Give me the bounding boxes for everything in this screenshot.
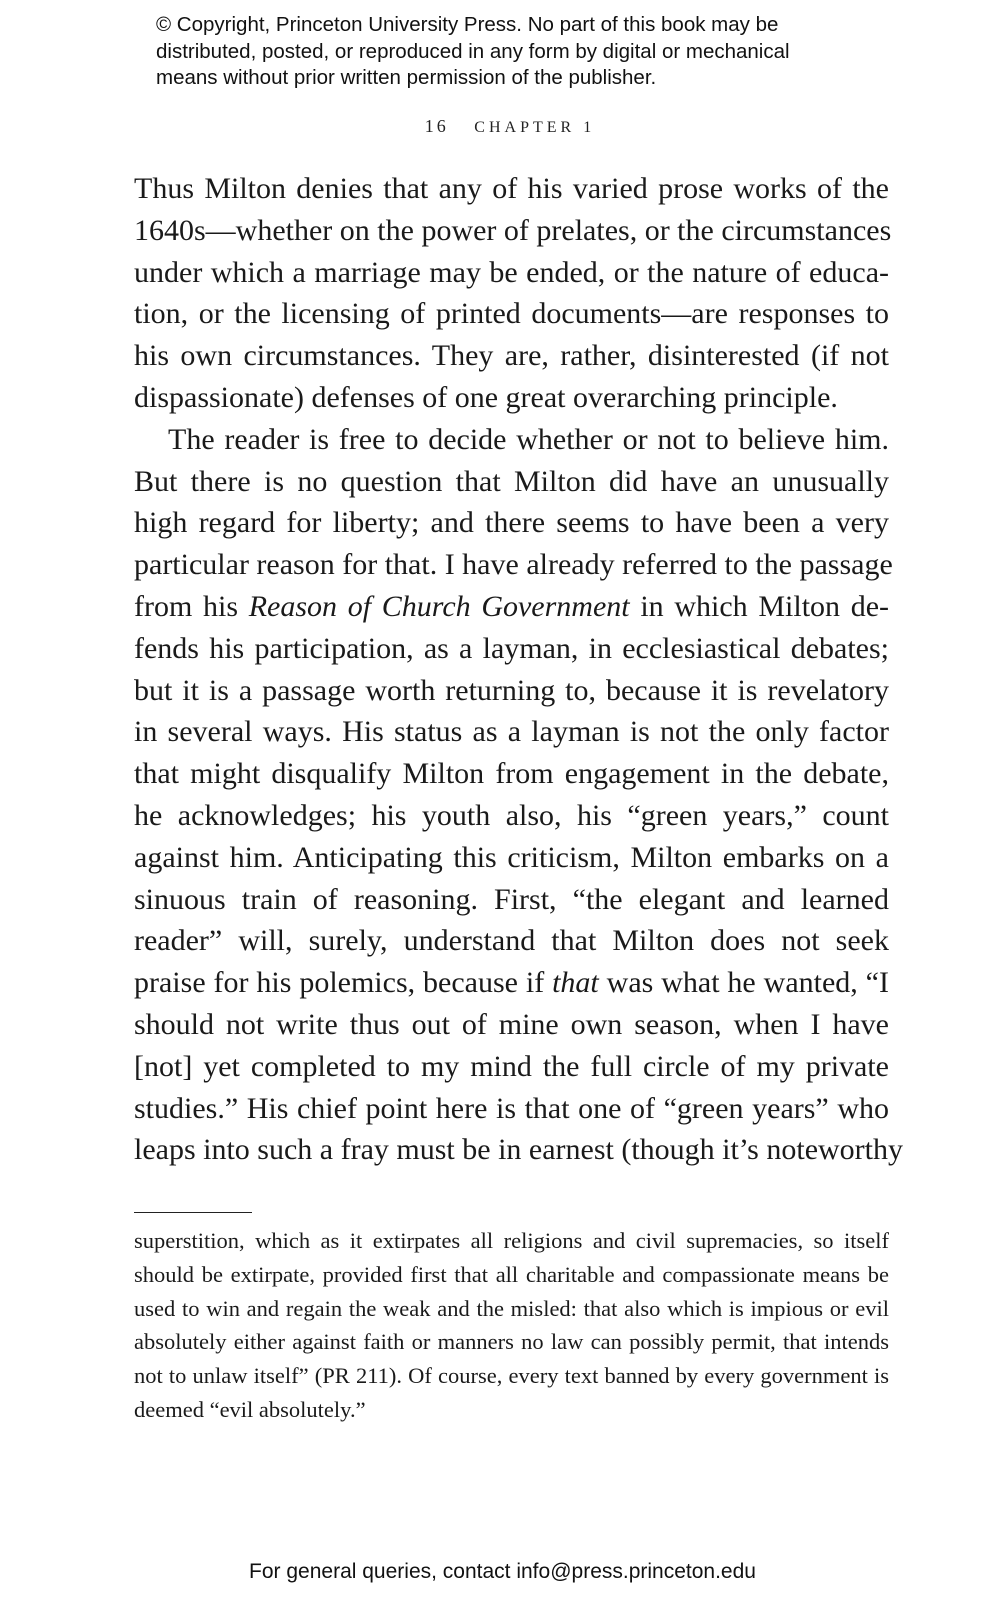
copyright-line: distributed, posted, or reproduced in any form by digital or mechanical <box>156 39 790 63</box>
text-line: sinuous train of reasoning. First, “the elegant and learned <box>134 882 889 916</box>
copyright-notice <box>156 12 876 92</box>
text-segment: praise for his polemics, because if <box>134 966 553 1000</box>
chapter-title: CHAPTER 1 <box>474 119 596 136</box>
footnote-line: not to unlaw itself” (PR 211). Of course, every text banned by every government is <box>134 1363 889 1389</box>
body-text <box>134 168 903 1171</box>
text-line: high regard for liberty; and there seems to have been a very <box>134 506 889 540</box>
text-line-with-title <box>134 586 889 628</box>
text-line: Thus Milton denies that any of his varied prose works of the <box>134 172 889 205</box>
text-segment: was what he wanted, “I <box>598 966 889 1000</box>
text-line: against him. Anticipating this criticism, Milton embarks on a <box>134 840 889 874</box>
emphasis: that <box>552 966 599 1000</box>
text-line: fends his participation, as a layman, in ecclesiastical debates; <box>134 631 889 665</box>
text-line: under which a marriage may be ended, or the nature of educa- <box>134 255 889 289</box>
book-title: Reason of Church Government <box>248 589 630 623</box>
footer-contact: For general queries, contact info@press.princeton.edu <box>249 1560 756 1583</box>
text-line: leaps into such a fray must be in earnest (though it’s noteworthy <box>134 1133 903 1167</box>
text-segment: from his <box>134 589 249 623</box>
text-line: his own circumstances. They are, rather, disinterested (if not <box>134 339 889 373</box>
copyright-line: means without prior written permission of the publisher. <box>156 66 657 89</box>
text-line: tion, or the licensing of printed documents—are responses to <box>134 297 889 331</box>
text-segment: in which Milton de- <box>629 589 890 623</box>
text-line: studies.” His chief point here is that one of “green years” who <box>134 1091 889 1125</box>
copyright-line: © Copyright, Princeton University Press. No part of this book may be <box>156 13 779 36</box>
footnote-line: should be extirpate, provided first that all charitable and compassionate means be <box>134 1261 889 1287</box>
footnote-line: deemed “evil absolutely.” <box>134 1396 366 1422</box>
text-line: 1640s—whether on the power of prelates, or the circumstances <box>134 213 892 247</box>
footnote-line: absolutely either against faith or manners no law can possibly permit, that intends <box>134 1329 889 1355</box>
footnote <box>134 1224 889 1427</box>
text-line: that might disqualify Milton from engagement in the debate, <box>134 757 889 791</box>
text-line: but it is a passage worth returning to, because it is revelatory <box>134 673 889 707</box>
text-line: dispassionate) defenses of one great overarching principle. <box>134 380 838 414</box>
text-line: should not write thus out of mine own season, when I have <box>134 1007 889 1041</box>
footnote-line: used to win and regain the weak and the misled: that also which is impious or evil <box>134 1295 889 1321</box>
text-line: But there is no question that Milton did have an unusually <box>134 464 889 498</box>
running-head <box>0 116 1000 137</box>
text-line: particular reason for that. I have already referred to the passage <box>134 548 893 582</box>
text-line-with-emphasis <box>134 962 889 1004</box>
text-line: reader” will, surely, understand that Milton does not seek <box>134 924 889 958</box>
text-line: he acknowledges; his youth also, his “green years,” count <box>134 798 889 832</box>
footnote-divider <box>134 1212 252 1213</box>
text-line: The reader is free to decide whether or not to believe him. <box>168 422 889 456</box>
text-line: in several ways. His status as a layman is not the only factor <box>134 715 889 749</box>
page-number: 16 <box>424 116 449 136</box>
footnote-line: superstition, which as it extirpates all religions and civil supremacies, so itself <box>134 1228 889 1253</box>
text-line: [not] yet completed to my mind the full circle of my private <box>134 1049 889 1083</box>
